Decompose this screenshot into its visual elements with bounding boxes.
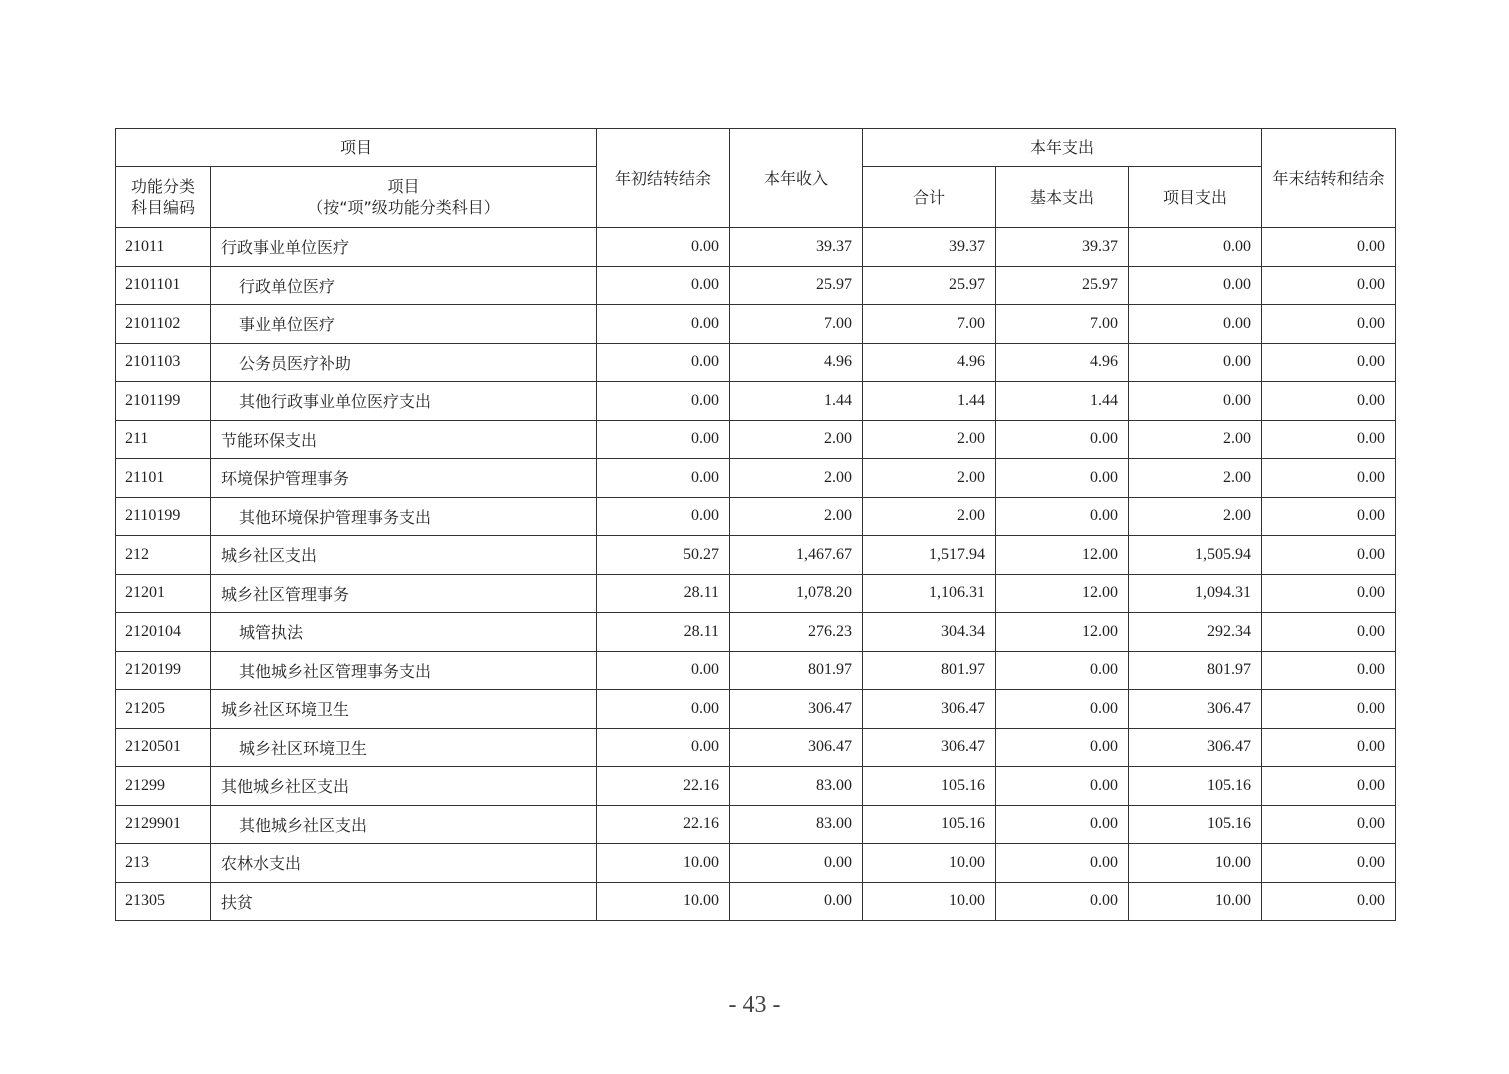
table-row — [116, 844, 1396, 883]
cell-name: 行政事业单位医疗 — [211, 228, 597, 267]
cell-name: 环境保护管理事务 — [211, 459, 597, 498]
cell-code: 2101102 — [116, 305, 211, 344]
cell-total: 10.00 — [863, 882, 996, 921]
cell-name: 城乡社区支出 — [211, 536, 597, 575]
cell-total: 1,106.31 — [863, 574, 996, 613]
cell-basic: 0.00 — [996, 459, 1129, 498]
cell-total: 1.44 — [863, 382, 996, 421]
cell-current-income: 25.97 — [730, 266, 863, 305]
cell-code: 2120104 — [116, 613, 211, 652]
header-expenditure-group: 本年支出 — [863, 129, 1262, 167]
cell-opening-balance: 0.00 — [597, 382, 730, 421]
cell-closing-balance: 0.00 — [1262, 882, 1396, 921]
cell-total: 105.16 — [863, 805, 996, 844]
table-row — [116, 767, 1396, 806]
cell-name: 城乡社区环境卫生 — [211, 728, 597, 767]
table-row — [116, 382, 1396, 421]
cell-name: 事业单位医疗 — [211, 305, 597, 344]
budget-table-container — [115, 128, 1395, 921]
cell-basic: 0.00 — [996, 497, 1129, 536]
cell-total: 2.00 — [863, 420, 996, 459]
cell-basic: 7.00 — [996, 305, 1129, 344]
cell-name: 其他城乡社区管理事务支出 — [211, 651, 597, 690]
cell-name: 公务员医疗补助 — [211, 343, 597, 382]
cell-opening-balance: 0.00 — [597, 690, 730, 729]
table-row — [116, 613, 1396, 652]
cell-current-income: 801.97 — [730, 651, 863, 690]
cell-project: 292.34 — [1129, 613, 1262, 652]
cell-opening-balance: 22.16 — [597, 805, 730, 844]
cell-project: 306.47 — [1129, 728, 1262, 767]
cell-code: 21101 — [116, 459, 211, 498]
cell-closing-balance: 0.00 — [1262, 343, 1396, 382]
cell-project: 1,505.94 — [1129, 536, 1262, 575]
cell-closing-balance: 0.00 — [1262, 651, 1396, 690]
cell-current-income: 39.37 — [730, 228, 863, 267]
cell-basic: 25.97 — [996, 266, 1129, 305]
cell-project: 1,094.31 — [1129, 574, 1262, 613]
cell-code: 21305 — [116, 882, 211, 921]
table-row — [116, 574, 1396, 613]
cell-project: 0.00 — [1129, 266, 1262, 305]
header-project-group: 项目 — [116, 129, 597, 167]
cell-closing-balance: 0.00 — [1262, 536, 1396, 575]
cell-opening-balance: 50.27 — [597, 536, 730, 575]
header-name: 项目 （按“项”级功能分类科目） — [211, 167, 597, 228]
cell-total: 105.16 — [863, 767, 996, 806]
cell-basic: 12.00 — [996, 613, 1129, 652]
header-current-income: 本年收入 — [730, 129, 863, 228]
table-header — [116, 129, 1396, 228]
cell-current-income: 83.00 — [730, 767, 863, 806]
cell-project: 2.00 — [1129, 459, 1262, 498]
cell-total: 25.97 — [863, 266, 996, 305]
cell-total: 2.00 — [863, 459, 996, 498]
budget-table — [115, 128, 1396, 921]
cell-closing-balance: 0.00 — [1262, 266, 1396, 305]
cell-code: 211 — [116, 420, 211, 459]
cell-opening-balance: 0.00 — [597, 459, 730, 498]
cell-current-income: 306.47 — [730, 728, 863, 767]
cell-basic: 0.00 — [996, 690, 1129, 729]
cell-basic: 0.00 — [996, 420, 1129, 459]
cell-total: 4.96 — [863, 343, 996, 382]
cell-basic: 4.96 — [996, 343, 1129, 382]
cell-opening-balance: 0.00 — [597, 728, 730, 767]
cell-opening-balance: 10.00 — [597, 844, 730, 883]
cell-opening-balance: 0.00 — [597, 228, 730, 267]
cell-total: 1,517.94 — [863, 536, 996, 575]
cell-code: 213 — [116, 844, 211, 883]
cell-total: 306.47 — [863, 690, 996, 729]
cell-current-income: 1.44 — [730, 382, 863, 421]
cell-code: 2120501 — [116, 728, 211, 767]
table-row — [116, 228, 1396, 267]
cell-opening-balance: 0.00 — [597, 420, 730, 459]
table-row — [116, 690, 1396, 729]
cell-opening-balance: 28.11 — [597, 574, 730, 613]
cell-basic: 0.00 — [996, 651, 1129, 690]
cell-total: 304.34 — [863, 613, 996, 652]
cell-opening-balance: 0.00 — [597, 305, 730, 344]
cell-project: 306.47 — [1129, 690, 1262, 729]
cell-basic: 0.00 — [996, 728, 1129, 767]
cell-current-income: 306.47 — [730, 690, 863, 729]
cell-current-income: 0.00 — [730, 882, 863, 921]
cell-total: 2.00 — [863, 497, 996, 536]
cell-opening-balance: 0.00 — [597, 651, 730, 690]
header-project: 项目支出 — [1129, 167, 1262, 228]
table-row — [116, 651, 1396, 690]
cell-closing-balance: 0.00 — [1262, 574, 1396, 613]
cell-current-income: 2.00 — [730, 459, 863, 498]
cell-name: 农林水支出 — [211, 844, 597, 883]
cell-current-income: 1,467.67 — [730, 536, 863, 575]
table-row — [116, 459, 1396, 498]
cell-name: 节能环保支出 — [211, 420, 597, 459]
cell-opening-balance: 10.00 — [597, 882, 730, 921]
cell-name: 其他行政事业单位医疗支出 — [211, 382, 597, 421]
cell-basic: 12.00 — [996, 574, 1129, 613]
cell-closing-balance: 0.00 — [1262, 497, 1396, 536]
cell-current-income: 276.23 — [730, 613, 863, 652]
cell-project: 10.00 — [1129, 844, 1262, 883]
cell-name: 其他城乡社区支出 — [211, 805, 597, 844]
cell-basic: 0.00 — [996, 805, 1129, 844]
cell-current-income: 7.00 — [730, 305, 863, 344]
cell-current-income: 1,078.20 — [730, 574, 863, 613]
cell-closing-balance: 0.00 — [1262, 420, 1396, 459]
cell-project: 0.00 — [1129, 343, 1262, 382]
cell-current-income: 83.00 — [730, 805, 863, 844]
cell-code: 2110199 — [116, 497, 211, 536]
cell-project: 801.97 — [1129, 651, 1262, 690]
cell-closing-balance: 0.00 — [1262, 305, 1396, 344]
table-body — [116, 228, 1396, 921]
cell-basic: 1.44 — [996, 382, 1129, 421]
cell-basic: 0.00 — [996, 844, 1129, 883]
cell-project: 0.00 — [1129, 305, 1262, 344]
cell-total: 801.97 — [863, 651, 996, 690]
cell-opening-balance: 0.00 — [597, 266, 730, 305]
header-code: 功能分类 科目编码 — [116, 167, 211, 228]
cell-project: 105.16 — [1129, 805, 1262, 844]
cell-name: 扶贫 — [211, 882, 597, 921]
cell-code: 2101101 — [116, 266, 211, 305]
cell-opening-balance: 0.00 — [597, 497, 730, 536]
cell-code: 2129901 — [116, 805, 211, 844]
cell-closing-balance: 0.00 — [1262, 767, 1396, 806]
header-closing-balance: 年末结转和结余 — [1262, 129, 1396, 228]
cell-current-income: 0.00 — [730, 844, 863, 883]
cell-code: 2101103 — [116, 343, 211, 382]
cell-name: 城乡社区环境卫生 — [211, 690, 597, 729]
cell-closing-balance: 0.00 — [1262, 844, 1396, 883]
cell-code: 212 — [116, 536, 211, 575]
cell-opening-balance: 28.11 — [597, 613, 730, 652]
cell-project: 2.00 — [1129, 420, 1262, 459]
cell-total: 7.00 — [863, 305, 996, 344]
cell-current-income: 4.96 — [730, 343, 863, 382]
page-number: - 43 - — [728, 992, 781, 1018]
header-opening-balance: 年初结转结余 — [597, 129, 730, 228]
cell-current-income: 2.00 — [730, 497, 863, 536]
table-row — [116, 343, 1396, 382]
cell-basic: 0.00 — [996, 767, 1129, 806]
cell-closing-balance: 0.00 — [1262, 382, 1396, 421]
cell-project: 2.00 — [1129, 497, 1262, 536]
cell-opening-balance: 0.00 — [597, 343, 730, 382]
table-row — [116, 497, 1396, 536]
cell-code: 21205 — [116, 690, 211, 729]
table-row — [116, 305, 1396, 344]
cell-closing-balance: 0.00 — [1262, 228, 1396, 267]
cell-project: 0.00 — [1129, 228, 1262, 267]
cell-code: 21011 — [116, 228, 211, 267]
cell-current-income: 2.00 — [730, 420, 863, 459]
cell-name: 行政单位医疗 — [211, 266, 597, 305]
cell-project: 105.16 — [1129, 767, 1262, 806]
cell-name: 城乡社区管理事务 — [211, 574, 597, 613]
cell-basic: 0.00 — [996, 882, 1129, 921]
header-total: 合计 — [863, 167, 996, 228]
cell-closing-balance: 0.00 — [1262, 690, 1396, 729]
table-row — [116, 805, 1396, 844]
table-row — [116, 420, 1396, 459]
cell-closing-balance: 0.00 — [1262, 613, 1396, 652]
cell-project: 10.00 — [1129, 882, 1262, 921]
table-row — [116, 536, 1396, 575]
cell-code: 2120199 — [116, 651, 211, 690]
table-row — [116, 728, 1396, 767]
header-basic: 基本支出 — [996, 167, 1129, 228]
cell-total: 306.47 — [863, 728, 996, 767]
cell-name: 其他环境保护管理事务支出 — [211, 497, 597, 536]
cell-total: 39.37 — [863, 228, 996, 267]
table-row — [116, 882, 1396, 921]
cell-opening-balance: 22.16 — [597, 767, 730, 806]
cell-project: 0.00 — [1129, 382, 1262, 421]
table-row — [116, 266, 1396, 305]
cell-closing-balance: 0.00 — [1262, 805, 1396, 844]
cell-basic: 12.00 — [996, 536, 1129, 575]
cell-closing-balance: 0.00 — [1262, 459, 1396, 498]
cell-code: 2101199 — [116, 382, 211, 421]
cell-name: 其他城乡社区支出 — [211, 767, 597, 806]
cell-code: 21299 — [116, 767, 211, 806]
cell-closing-balance: 0.00 — [1262, 728, 1396, 767]
cell-basic: 39.37 — [996, 228, 1129, 267]
cell-code: 21201 — [116, 574, 211, 613]
cell-total: 10.00 — [863, 844, 996, 883]
cell-name: 城管执法 — [211, 613, 597, 652]
